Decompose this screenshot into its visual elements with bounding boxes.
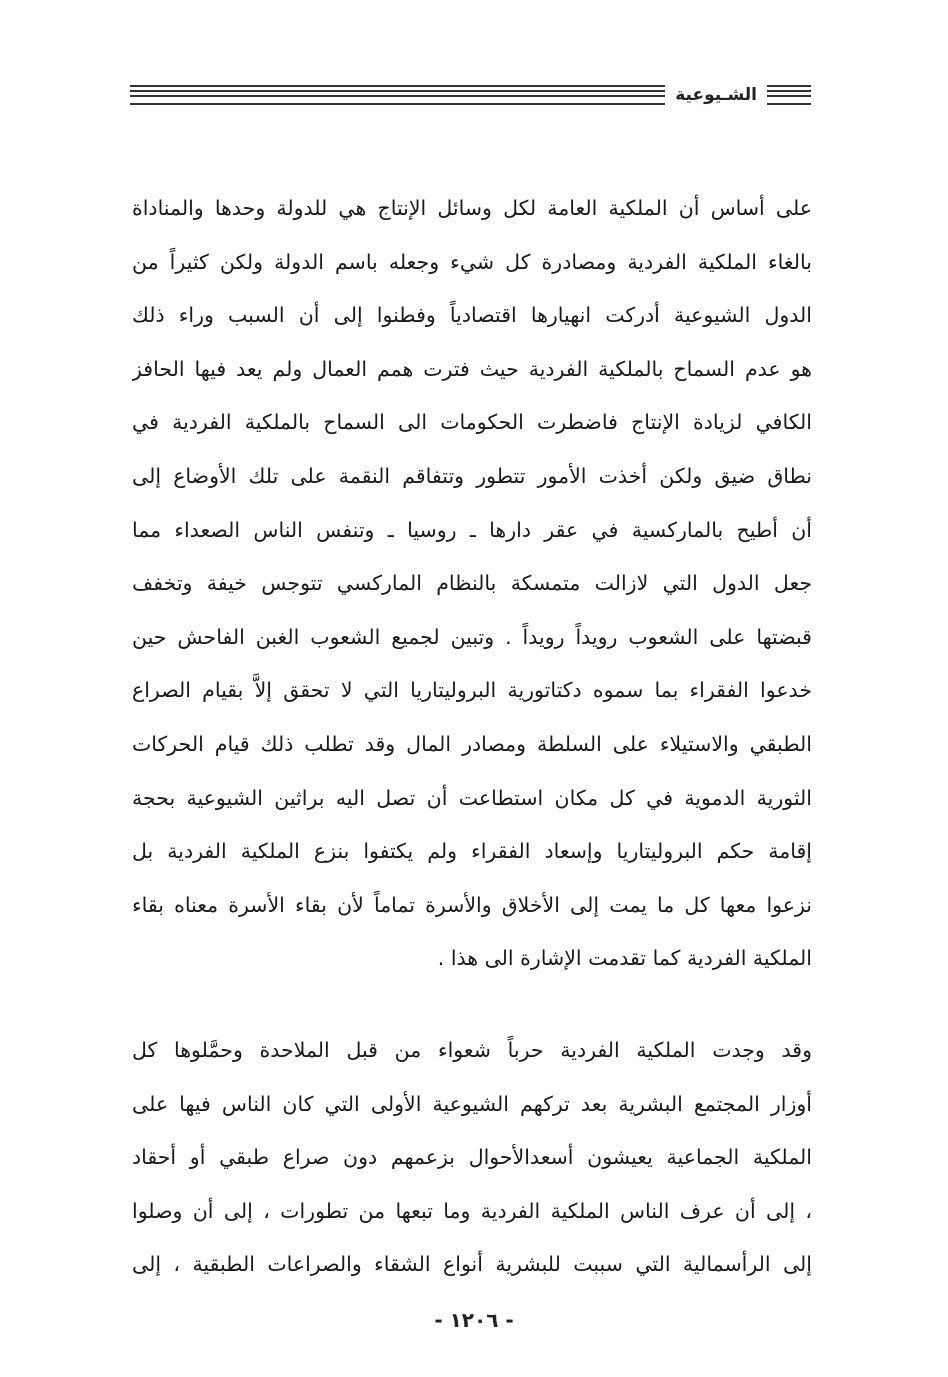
text-line: خدعوا الفقراء بما سموه دكتاتورية البروليتاريا التي لا تحقق إلاَّ بقيام الصراع <box>132 678 812 703</box>
text-line: أن أطيح بالماركسية في عقر دارها ـ روسيا ـ وتنفس الناس الصعداء مما <box>132 517 812 542</box>
text-line: إقامة حكم البروليتاريا وإسعاد الفقراء ولم يكتفوا بنزع الملكية الفردية بل <box>132 839 812 864</box>
paragraph-gap <box>132 986 812 1024</box>
text-line: قبضتها على الشعوب رويداً رويداً . وتبين لجميع الشعوب الغبن الفاحش حين <box>132 624 812 649</box>
text-line: الملكية الفردية كما تقدمت الإشارة الى هذا . <box>437 946 812 971</box>
text-line: الملكية الجماعية يعيشون أسعدالأحوال بزعمهم دون صراع طبقي أو أحقاد <box>132 1145 812 1170</box>
text-line: نطاق ضيق ولكن أخذت الأمور تتطور وتتفاقم النقمة على تلك الأوضاع إلى <box>132 463 812 488</box>
header-title: الشـيوعية <box>675 85 757 105</box>
text-line: إلى الرأسمالية التي سببت للبشرية أنواع الشقاء والصراعات الطبقية ، إلى <box>132 1252 812 1277</box>
body-text <box>132 182 812 1292</box>
running-header <box>130 78 811 112</box>
text-line: بالغاء الملكية الفردية ومصادرة كل شيء وجعله باسم الدولة ولكن كثيراً من <box>132 249 812 274</box>
text-line: الثورية الدموية في كل مكان استطاعت أن تصل اليه براثين الشيوعية بحجة <box>132 785 812 810</box>
text-line: جعل الدول التي لازالت متمسكة بالنظام الماركسي تتوجس خيفة وتخفف <box>132 571 812 596</box>
page-number: - ١٢٠٦ - <box>434 1308 514 1332</box>
text-line: الكافي لزيادة الإنتاج فاضطرت الحكومات الى السماح بالملكية الفردية في <box>132 410 812 435</box>
header-rule-left <box>130 85 665 105</box>
text-line: نزعوا معها كل ما يمت إلى الأخلاق والأسرة تماماً لأن بقاء الأسرة معناه بقاء <box>132 892 812 917</box>
text-line: الدول الشيوعية أدركت انهيارها اقتصادياً وفطنوا إلى أن السبب وراء ذلك <box>132 303 812 328</box>
paragraph-1 <box>132 182 812 986</box>
text-line: الطبقي والاستيلاء على السلطة ومصادر المال وقد تطلب ذلك قيام الحركات <box>132 731 812 756</box>
text-line: وقد وجدت الملكية الفردية حرباً شعواء من قبل الملاحدة وحمَّلوها كل <box>132 1037 812 1062</box>
text-line: أوزار المجتمع البشرية بعد تركهم الشيوعية الأولى التي كان الناس فيها على <box>132 1091 812 1116</box>
paragraph-2 <box>132 1024 812 1292</box>
text-line: هو عدم السماح بالملكية الفردية حيث فترت همم العمال ولم يعد فيها الحافز <box>132 356 812 381</box>
text-line: ، إلى أن عرف الناس الملكية الفردية وما تبعها من تطورات ، إلى أن وصلوا <box>132 1198 812 1223</box>
header-rule-right <box>767 85 811 105</box>
text-line: على أساس أن الملكية العامة لكل وسائل الإنتاج هي للدولة وحدها والمناداة <box>132 196 812 220</box>
